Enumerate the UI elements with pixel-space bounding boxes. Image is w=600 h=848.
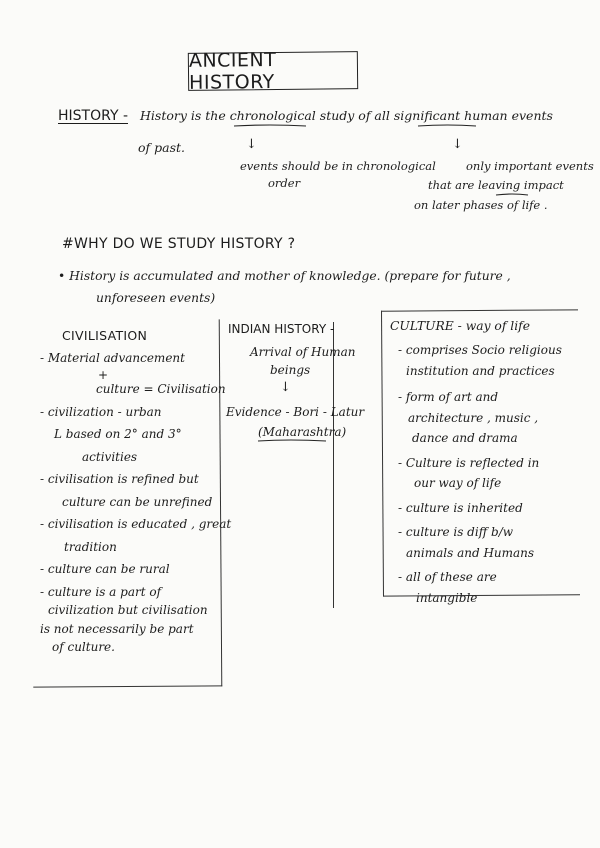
note-significant-line2: that are leaving impact — [428, 178, 564, 192]
list-item: is not necessarily be part — [40, 621, 194, 636]
arrow-chronological: ↓ — [246, 137, 257, 152]
indian-arrow: ↓ — [280, 380, 291, 395]
list-item: - Culture is reflected in — [398, 455, 540, 470]
list-item: - civilisation is educated , great — [40, 517, 232, 531]
list-item: animals and Humans — [406, 545, 535, 560]
history-label: HISTORY - — [58, 108, 128, 124]
list-item: of culture. — [52, 640, 115, 654]
list-item: activities — [82, 449, 138, 464]
list-item: - form of art and — [398, 390, 499, 404]
note-chronological-line1: events should be in chronological — [240, 159, 436, 173]
list-item: - all of these are — [398, 570, 497, 584]
indian-line3: Evidence - Bori - Latur — [226, 405, 365, 419]
indian-line4: (Maharashtra) — [258, 425, 347, 439]
list-item: - Material advancement — [40, 351, 185, 365]
indian-line1: Arrival of Human — [250, 345, 356, 359]
list-item: - civilization - urban — [40, 404, 162, 419]
list-item: civilization but civilisation — [48, 603, 208, 617]
list-item: - culture is diff b/w — [398, 525, 514, 539]
list-item: architecture , music , — [408, 410, 539, 425]
note-chronological-line2: order — [268, 176, 301, 190]
indian-line2: beings — [270, 363, 311, 377]
list-item: intangible — [416, 590, 478, 605]
list-item: institution and practices — [406, 363, 555, 378]
history-definition-line2: of past. — [138, 140, 185, 155]
list-item: - culture is a part of — [40, 584, 162, 599]
indian-heading: INDIAN HISTORY - — [228, 322, 335, 336]
why-heading: #WHY DO WE STUDY HISTORY ? — [62, 236, 296, 252]
history-definition-line1: History is the chronological study of all significant human events — [140, 108, 553, 123]
list-item: - culture is inherited — [398, 500, 523, 515]
list-item: culture = Civilisation — [96, 382, 226, 396]
arrow-significant: ↓ — [452, 137, 463, 152]
list-item: dance and drama — [412, 431, 518, 445]
why-point-line2: unforeseen events) — [96, 291, 216, 305]
list-item: - comprises Socio religious — [398, 343, 562, 357]
list-item: + — [98, 367, 109, 382]
page-title: ANCIENT HISTORY — [188, 51, 358, 91]
list-item: our way of life — [414, 476, 502, 490]
list-item: culture can be unrefined — [62, 494, 213, 509]
why-point-line1: • History is accumulated and mother of knowledge. (prepare for future , — [58, 269, 511, 283]
list-item: tradition — [64, 539, 117, 554]
list-item: L based on 2° and 3° — [54, 427, 182, 441]
civilisation-heading: CIVILISATION — [62, 328, 148, 343]
note-significant-line1: only important events — [466, 159, 594, 173]
list-item: - civilisation is refined but — [40, 472, 199, 486]
list-item: - culture can be rural — [40, 562, 170, 576]
note-significant-line3: on later phases of life . — [414, 198, 548, 212]
culture-heading: CULTURE - way of life — [390, 319, 530, 333]
